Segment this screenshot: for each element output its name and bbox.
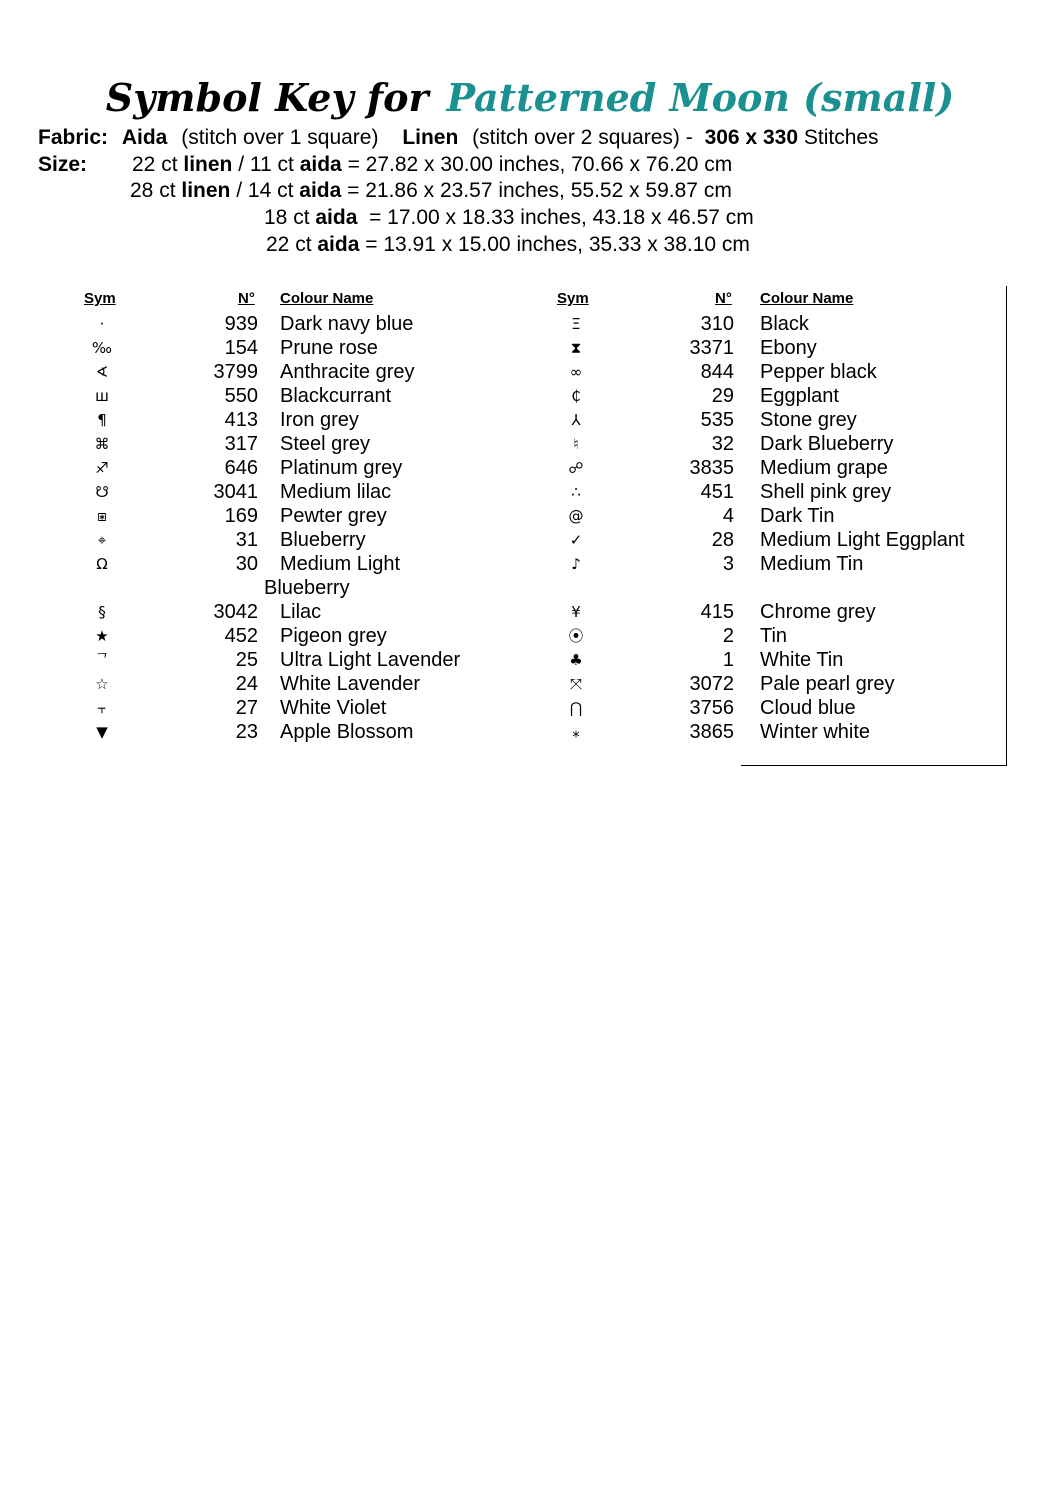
colour-name: Blueberry: [280, 529, 366, 551]
table-border-bottom: [741, 765, 1007, 766]
table-row: [556, 384, 1006, 408]
colour-name: Tin: [760, 625, 788, 647]
colour-name: Chrome grey: [760, 601, 876, 623]
colour-name: Lilac: [280, 601, 322, 623]
stitch-count: 306 x 330: [704, 126, 799, 149]
thread-number: 3371: [689, 337, 734, 359]
thread-number: 3756: [689, 697, 734, 719]
colour-name: Ultra Light Lavender: [280, 649, 461, 671]
symbol-glyph: ♪: [571, 555, 581, 573]
symbol-glyph: ∴: [571, 483, 581, 501]
table-row: [556, 336, 1006, 360]
colour-name: Medium grape: [760, 457, 888, 479]
thread-number: 2: [722, 625, 734, 647]
size-fabric: aida: [299, 153, 342, 176]
symbol-glyph: ⌘: [94, 435, 110, 453]
fabric-line: [38, 125, 879, 151]
thread-number: 415: [700, 601, 734, 623]
table-row: [556, 528, 1006, 552]
colour-name: Apple Blossom: [280, 721, 414, 743]
thread-number: 413: [224, 409, 258, 431]
symbol-glyph: ☋: [95, 483, 109, 501]
size-fabric: linen: [181, 179, 231, 202]
thread-number: 25: [235, 649, 258, 671]
colour-name-continued: Blueberry: [264, 577, 350, 599]
thread-number: 1: [722, 649, 734, 671]
size-line-3: [264, 205, 754, 231]
thread-number: 452: [224, 625, 258, 647]
size-line-1: [38, 152, 732, 178]
table-row: [82, 360, 522, 384]
table-row: [82, 600, 522, 624]
table-header: [82, 288, 522, 310]
fabric-aida: Aida: [121, 126, 168, 149]
symbol-glyph: ▼: [96, 723, 108, 741]
table-row: [556, 504, 1006, 528]
fabric-aida-note: (stitch over 1 square): [181, 126, 379, 149]
size-label: Size:: [38, 153, 88, 176]
symbol-glyph: ∢: [95, 363, 109, 381]
size-text: 22 ct: [266, 233, 318, 256]
colour-name: Dark Tin: [760, 505, 835, 527]
size-text: 28 ct: [130, 179, 182, 202]
thread-number: 3799: [213, 361, 258, 383]
fabric-linen-note: (stitch over 2 squares) -: [472, 126, 693, 149]
colour-name: Medium lilac: [280, 481, 392, 503]
colour-name: Anthracite grey: [280, 361, 415, 383]
thread-number: 32: [711, 433, 734, 455]
colour-name: Steel grey: [280, 433, 371, 455]
thread-number: 3041: [213, 481, 258, 503]
table-row: [556, 432, 1006, 456]
size-line-2: [130, 178, 732, 204]
colour-name: Platinum grey: [280, 457, 403, 479]
table-row: [556, 480, 1006, 504]
table-row: [82, 672, 522, 696]
symbol-glyph: ¥: [571, 603, 581, 621]
symbol-glyph: ⅄: [571, 411, 581, 429]
table-row: [82, 504, 522, 528]
symbol-glyph: ⋂: [569, 699, 583, 717]
thread-number: 169: [224, 505, 258, 527]
symbol-glyph: ‰: [91, 339, 113, 357]
table-border-right: [1006, 286, 1007, 766]
size-text: / 11 ct: [232, 153, 300, 176]
colour-name: White Tin: [760, 649, 844, 671]
thread-number: 28: [711, 529, 734, 551]
table-row: [82, 528, 522, 552]
colour-name: Stone grey: [760, 409, 857, 431]
table-row-spacer: [556, 576, 1006, 600]
symbol-glyph: ш: [95, 387, 109, 405]
thread-number: 844: [700, 361, 734, 383]
table-row: [82, 336, 522, 360]
thread-number: 3835: [689, 457, 734, 479]
thread-number: 310: [700, 313, 734, 335]
table-body: [556, 312, 1006, 744]
header-name: Colour Name: [280, 290, 374, 307]
colour-name: Cloud blue: [760, 697, 856, 719]
thread-number: 27: [235, 697, 258, 719]
thread-number: 317: [224, 433, 258, 455]
table-body: [82, 312, 522, 744]
thread-number: 30: [235, 553, 258, 575]
size-text: / 14 ct: [230, 179, 300, 202]
symbol-glyph: ₵: [571, 387, 581, 405]
title-prefix: Symbol Key for: [105, 75, 429, 120]
symbol-glyph: ⧗: [570, 339, 582, 357]
colour-name: Blackcurrant: [280, 385, 392, 407]
table-row: [82, 384, 522, 408]
thread-number: 29: [711, 385, 734, 407]
table-row: [556, 360, 1006, 384]
header-num: N°: [715, 290, 732, 307]
table-row: [556, 624, 1006, 648]
colour-name: Medium Light Eggplant: [760, 529, 965, 551]
table-row: [556, 696, 1006, 720]
symbol-glyph: ⧆: [97, 507, 107, 525]
table-row: [82, 696, 522, 720]
symbol-glyph: ⫟: [97, 699, 107, 717]
symbol-glyph: ★: [95, 627, 109, 645]
colour-name: Pepper black: [760, 361, 877, 383]
table-row: [82, 480, 522, 504]
symbol-glyph: @: [568, 507, 584, 525]
symbol-glyph: ♮: [573, 435, 579, 453]
size-text: 22 ct: [132, 153, 184, 176]
symbol-glyph: ♣: [569, 651, 583, 669]
table-row: [556, 408, 1006, 432]
table-row: [82, 624, 522, 648]
symbol-glyph: Ξ: [571, 315, 581, 333]
thread-number: 3865: [689, 721, 734, 743]
colour-name: Iron grey: [280, 409, 359, 431]
table-row: [556, 648, 1006, 672]
size-line-4: [266, 232, 750, 258]
size-dimensions: = 27.82 x 30.00 inches, 70.66 x 76.20 cm: [341, 153, 733, 176]
thread-number: 646: [224, 457, 258, 479]
thread-number: 23: [235, 721, 258, 743]
colour-name: Shell pink grey: [760, 481, 892, 503]
stitches-word: Stitches: [803, 126, 879, 149]
fabric-linen: Linen: [402, 126, 459, 149]
thread-number: 31: [235, 529, 258, 551]
colour-name: White Violet: [280, 697, 387, 719]
symbol-glyph: ⁎: [572, 723, 580, 741]
header-sym: Sym: [557, 290, 589, 307]
table-row-continuation: [82, 576, 522, 600]
colour-name: White Lavender: [280, 673, 421, 695]
header-sym: Sym: [84, 290, 116, 307]
symbol-glyph: ⤧: [569, 675, 582, 693]
table-row: [556, 720, 1006, 744]
colour-name: Black: [760, 313, 809, 335]
symbol-glyph: ♐: [95, 459, 109, 477]
header-num: N°: [238, 290, 255, 307]
thread-number: 3: [722, 553, 734, 575]
table-row: [556, 600, 1006, 624]
header-name: Colour Name: [760, 290, 854, 307]
table-row: [556, 456, 1006, 480]
symbol-glyph: ✓: [569, 531, 583, 549]
size-fabric: aida: [317, 233, 360, 256]
table-row: [82, 648, 522, 672]
symbol-table-right: [556, 288, 1006, 744]
thread-number: 4: [722, 505, 734, 527]
table-row: [556, 312, 1006, 336]
fabric-label: Fabric:: [38, 126, 109, 149]
size-dimensions: = 13.91 x 15.00 inches, 35.33 x 38.10 cm: [359, 233, 750, 256]
table-row: [82, 720, 522, 744]
symbol-glyph: ⌖: [97, 531, 107, 549]
size-fabric: linen: [183, 153, 233, 176]
colour-name: Medium Tin: [760, 553, 864, 575]
symbol-glyph: §: [98, 603, 106, 621]
colour-name: Pigeon grey: [280, 625, 387, 647]
symbol-glyph: ☆: [95, 675, 109, 693]
size-text: 18 ct: [264, 206, 316, 229]
size-fabric: aida: [315, 206, 358, 229]
pattern-name: Patterned Moon (small): [446, 75, 955, 120]
symbol-glyph: ¶: [97, 411, 107, 429]
thread-number: 550: [224, 385, 258, 407]
colour-name: Prune rose: [280, 337, 378, 359]
table-row: [82, 408, 522, 432]
size-dimensions: = 17.00 x 18.33 inches, 43.18 x 46.57 cm: [357, 206, 754, 229]
colour-name: Dark navy blue: [280, 313, 414, 335]
thread-number: 939: [224, 313, 258, 335]
table-row: [82, 312, 522, 336]
symbol-glyph: ⦿: [568, 627, 584, 645]
thread-number: 24: [235, 673, 258, 695]
table-row: [82, 432, 522, 456]
symbol-glyph: Ω: [96, 555, 108, 573]
symbol-table-left: [82, 288, 522, 744]
thread-number: 535: [700, 409, 734, 431]
size-fabric: aida: [299, 179, 342, 202]
colour-name: Pewter grey: [280, 505, 387, 527]
symbol-glyph: ·: [99, 315, 105, 333]
symbol-glyph: ᄀ: [94, 651, 110, 669]
table-row: [556, 672, 1006, 696]
thread-number: 154: [224, 337, 258, 359]
colour-name: Medium Light: [280, 553, 401, 575]
colour-name: Winter white: [760, 721, 871, 743]
thread-number: 3072: [689, 673, 734, 695]
thread-number: 451: [700, 481, 734, 503]
table-header: [556, 288, 1006, 310]
symbol-glyph: ∞: [569, 363, 583, 381]
thread-number: 3042: [213, 601, 258, 623]
colour-name: Eggplant: [760, 385, 839, 407]
table-row: [82, 552, 522, 576]
table-row: [556, 552, 1006, 576]
colour-name: Dark Blueberry: [760, 433, 894, 455]
symbol-glyph: ☍: [568, 459, 584, 477]
colour-name: Ebony: [760, 337, 817, 359]
colour-name: Pale pearl grey: [760, 673, 895, 695]
page-title: [0, 74, 1060, 122]
table-row: [82, 456, 522, 480]
size-dimensions: = 21.86 x 23.57 inches, 55.52 x 59.87 cm: [341, 179, 732, 202]
